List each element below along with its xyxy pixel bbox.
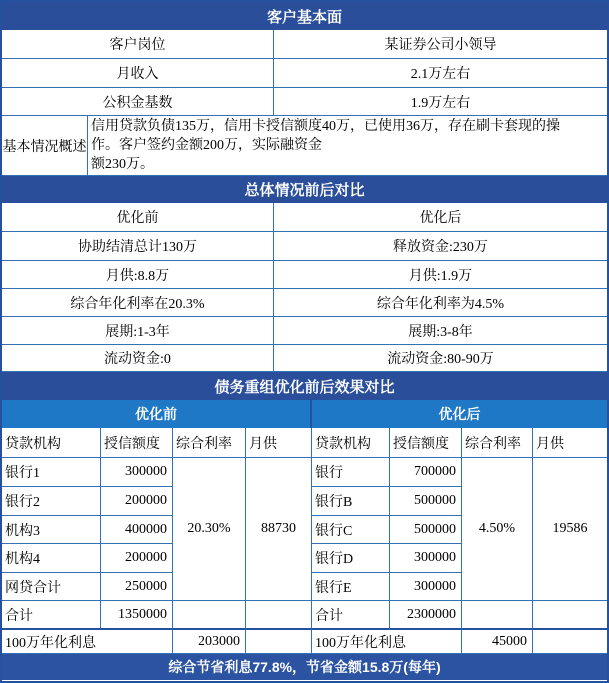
after-credit: 500000 (390, 487, 462, 516)
after-total-value: 2300000 (390, 601, 462, 630)
after-credit: 500000 (390, 516, 462, 544)
debt-after-label: 优化后 (312, 400, 607, 428)
table-row (2, 232, 607, 261)
after-interest-label: 100万年化利息 (312, 630, 462, 654)
after-credit: 300000 (390, 544, 462, 573)
after-payment-cell: 19586 (533, 458, 607, 601)
after-value: 月供:1.9万 (408, 268, 473, 284)
before-org: 银行1 (2, 458, 101, 487)
after-value: 流动资金:80-90万 (387, 352, 494, 367)
before-credit: 200000 (101, 544, 173, 573)
before-credit: 300000 (101, 458, 173, 487)
after-credit: 300000 (390, 573, 462, 601)
overview-row (2, 116, 607, 176)
row-value: 1.9万左右 (410, 95, 471, 111)
after-value: 展期:3-8年 (408, 324, 473, 340)
overview-line: 信用贷款负债135万，信用卡授信额度40万，已使用36万，存在刷卡套现的操 (91, 119, 560, 134)
overview-line: 额230万。 (91, 157, 154, 172)
before-rate-cell: 20.30% (173, 458, 246, 601)
after-total-label: 合计 (312, 601, 390, 630)
col-header-credit: 授信额度 (390, 428, 462, 458)
overview-line: 作。客户签约金额200万，实际融资金 (91, 138, 322, 153)
before-value: 综合年化利率在20.3% (2, 289, 274, 316)
after-org: 银行 (312, 458, 390, 487)
column-header-row (2, 203, 607, 232)
before-value: 展期:1-3年 (2, 317, 274, 344)
row-value: 某证券公司小领导 (384, 38, 497, 53)
col-header-credit: 授信额度 (101, 428, 173, 458)
before-credit: 200000 (101, 487, 173, 516)
before-credit: 250000 (101, 573, 173, 601)
table-row (2, 88, 607, 116)
col-after-label: 优化后 (419, 211, 462, 226)
before-org: 银行2 (2, 487, 101, 516)
empty-cell (246, 630, 312, 654)
table-row (2, 317, 607, 345)
after-org: 银行E (312, 573, 390, 601)
section-title-basic: 客户基本面 (2, 2, 607, 30)
row-label: 公积金基数 (2, 88, 274, 115)
table-row (2, 30, 607, 59)
before-total-label: 合计 (2, 601, 101, 630)
col-before-label: 优化前 (2, 203, 274, 231)
col-header-pay: 月供 (533, 428, 607, 458)
debt-comparison-table (2, 428, 607, 654)
col-header-org: 贷款机构 (2, 428, 101, 458)
empty-cell (173, 601, 246, 630)
after-org: 银行B (312, 487, 390, 516)
table-row (2, 289, 607, 317)
after-value: 综合年化利率为4.5% (376, 296, 505, 312)
before-value: 协助结清总计130万 (2, 232, 274, 260)
before-org: 机构3 (2, 516, 101, 544)
before-org: 网贷合计 (2, 573, 101, 601)
before-payment-cell: 88730 (246, 458, 312, 601)
empty-cell (533, 601, 607, 630)
col-header-pay: 月供 (246, 428, 312, 458)
before-total-value: 1350000 (101, 601, 173, 630)
after-interest-value: 45000 (462, 630, 533, 654)
overview-text (88, 116, 607, 175)
before-value: 月供:8.8万 (2, 261, 274, 288)
before-interest-label: 100万年化利息 (2, 630, 173, 654)
before-org: 机构4 (2, 544, 101, 573)
col-header-rate: 综合利率 (462, 428, 533, 458)
col-header-org: 贷款机构 (312, 428, 390, 458)
table-row (2, 345, 607, 372)
section-title-overall: 总体情况前后对比 (2, 176, 607, 203)
after-rate-cell: 4.50% (462, 458, 533, 601)
before-interest-value: 203000 (173, 630, 246, 654)
after-credit: 700000 (390, 458, 462, 487)
row-label: 月收入 (2, 59, 274, 87)
table-row (2, 59, 607, 88)
empty-cell (246, 601, 312, 630)
row-label: 客户岗位 (2, 30, 274, 58)
debt-before-label: 优化前 (2, 400, 312, 428)
after-org: 银行C (312, 516, 390, 544)
savings-summary: 综合节省利息77.8%，节省金额15.8万(每年) (2, 654, 607, 680)
after-org: 银行D (312, 544, 390, 573)
row-value: 2.1万左右 (410, 67, 471, 82)
table-row (2, 261, 607, 289)
after-value: 释放资金:230万 (393, 240, 488, 255)
overview-label: 基本情况概述 (2, 116, 88, 175)
empty-cell (462, 601, 533, 630)
col-header-rate: 综合利率 (173, 428, 246, 458)
empty-cell (533, 630, 607, 654)
debt-subheader (2, 400, 607, 428)
before-value: 流动资金:0 (2, 345, 274, 371)
before-credit: 400000 (101, 516, 173, 544)
section-title-debt: 债务重组优化前后效果对比 (2, 372, 607, 400)
